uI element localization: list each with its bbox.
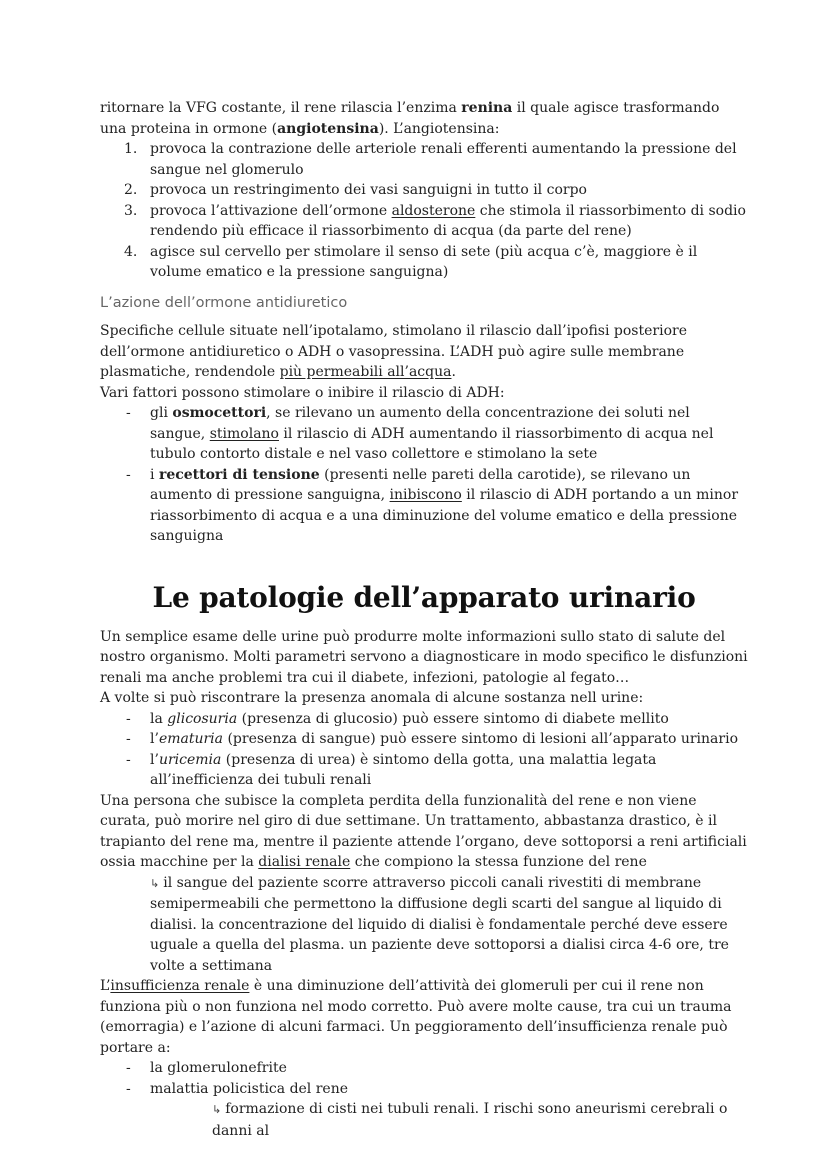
list-item: 1. provoca la contrazione delle arteriole renali efferenti aumentando la pressione del sangue nel glomerulo xyxy=(124,141,737,178)
urine-substances-list xyxy=(100,709,748,791)
sub-arrow-icon: ↳ xyxy=(150,876,160,890)
cisti-detail: ↳ formazione di cisti nei tubuli renali. I rischi sono aneurismi cerebrali o danni al xyxy=(212,1101,728,1139)
intro-paragraph: ritornare la VFG costante, il rene rilascia l’enzima renina il quale agisce trasformando una proteina in ormone (angiotensina). L’angiotensina: xyxy=(100,100,720,137)
list-item: - l’ematuria (presenza di sangue) può essere sintomo di lesioni all’apparato urinario xyxy=(126,731,739,747)
dialisi-paragraph: Una persona che subisce la completa perdita della funzionalità del rene e non viene curata, può morire nel giro di due settimane. Un trattamento, abbastanza drastico, è il trapianto del rene ma, mentre il paziente attende l’organo, deve sottoporsi a reni artificiali ossia macchine per la dialisi renale che compiono la stessa funzione del rene xyxy=(100,792,747,870)
list-item: - i recettori di tensione (presenti nelle pareti della carotide), se rilevano un aumento di pressione sanguigna, inibiscono il rilascio di ADH portando a un minor riassorbimento di acqua e a una diminuzione del volume ematico e della pressione sanguigna xyxy=(126,466,739,544)
urine-substances-intro: A volte si può riscontrare la presenza anomala di alcune sostanza nell urine: xyxy=(100,690,644,706)
section-heading-adh: L’azione dell’ormone antidiuretico xyxy=(100,294,348,311)
insufficienza-paragraph: L’insufficienza renale è una diminuzione dell’attività dei glomeruli per cui il rene non funziona più o non funziona nel modo corretto. Può avere molte cause, tra cui un trauma (emorragia) e l’azione di alcuni farmaci. Un peggioramento dell’insufficienza renale può portare a: xyxy=(100,978,732,1056)
list-item: - l’uricemia (presenza di urea) è sintomo della gotta, una malattia legata all’inefficienza dei tubuli renali xyxy=(126,751,657,788)
list-item: 2. provoca un restringimento dei vasi sanguigni in tutto il corpo xyxy=(124,182,587,198)
urine-paragraph: Un semplice esame delle urine può produrre molte informazioni sullo stato di salute del nostro organismo. Molti parametri servono a diagnosticare in modo specifico le disfunzioni renali ma anche problemi tra cui il diabete, infezioni, patologie al fegato… xyxy=(100,628,748,686)
list-item: - malattia policistica del rene xyxy=(126,1080,349,1097)
list-item: 4. agisce sul cervello per stimolare il senso di sete (più acqua c’è, maggiore è il volume ematico e la pressione sanguigna) xyxy=(124,243,698,280)
list-item: 3. provoca l’attivazione dell’ormone aldosterone che stimola il riassorbimento di sodio rendendo più efficace il riassorbimento di acqua (da parte del rene) xyxy=(124,202,746,239)
dialisi-detail: ↳ il sangue del paziente scorre attraverso piccoli canali rivestiti di membrane semipermeabili che permettono la diffusione degli scarti del sangue al liquido di dialisi. la concentrazione del liquido di dialisi è fondamentale perché deve essere uguale a quella del plasma. un paziente deve sottoporsi a dialisi circa 4-6 ore, tre volte a settimana xyxy=(150,874,729,974)
list-item: - la glicosuria (presenza di glucosio) può essere sintomo di diabete mellito xyxy=(126,710,669,727)
adh-factors-list xyxy=(100,403,748,547)
adh-factors-intro: Vari fattori possono stimolare o inibire il rilascio di ADH: xyxy=(100,384,505,401)
adh-paragraph: Specifiche cellule situate nell’ipotalamo, stimolano il rilascio dall’ipofisi posteriore dell’ormone antidiuretico o ADH o vasopressina. L’ADH può agire sulle membrane plasmatiche, rendendole più permeabili all’acqua. xyxy=(100,323,687,380)
insufficienza-list xyxy=(100,1058,748,1099)
angiotensina-effects-list xyxy=(100,139,748,283)
page-title: Le patologie dell’apparato urinario xyxy=(152,580,696,614)
sub-arrow-icon: ↳ xyxy=(212,1103,222,1116)
list-item: - la glomerulonefrite xyxy=(126,1060,287,1076)
list-item: - gli osmocettori, se rilevano un aumento della concentrazione dei soluti nel sangue, stimolano il rilascio di ADH aumentando il riassorbimento di acqua nel tubulo contorto distale e nel vaso collettore e stimolano la sete xyxy=(126,405,714,462)
